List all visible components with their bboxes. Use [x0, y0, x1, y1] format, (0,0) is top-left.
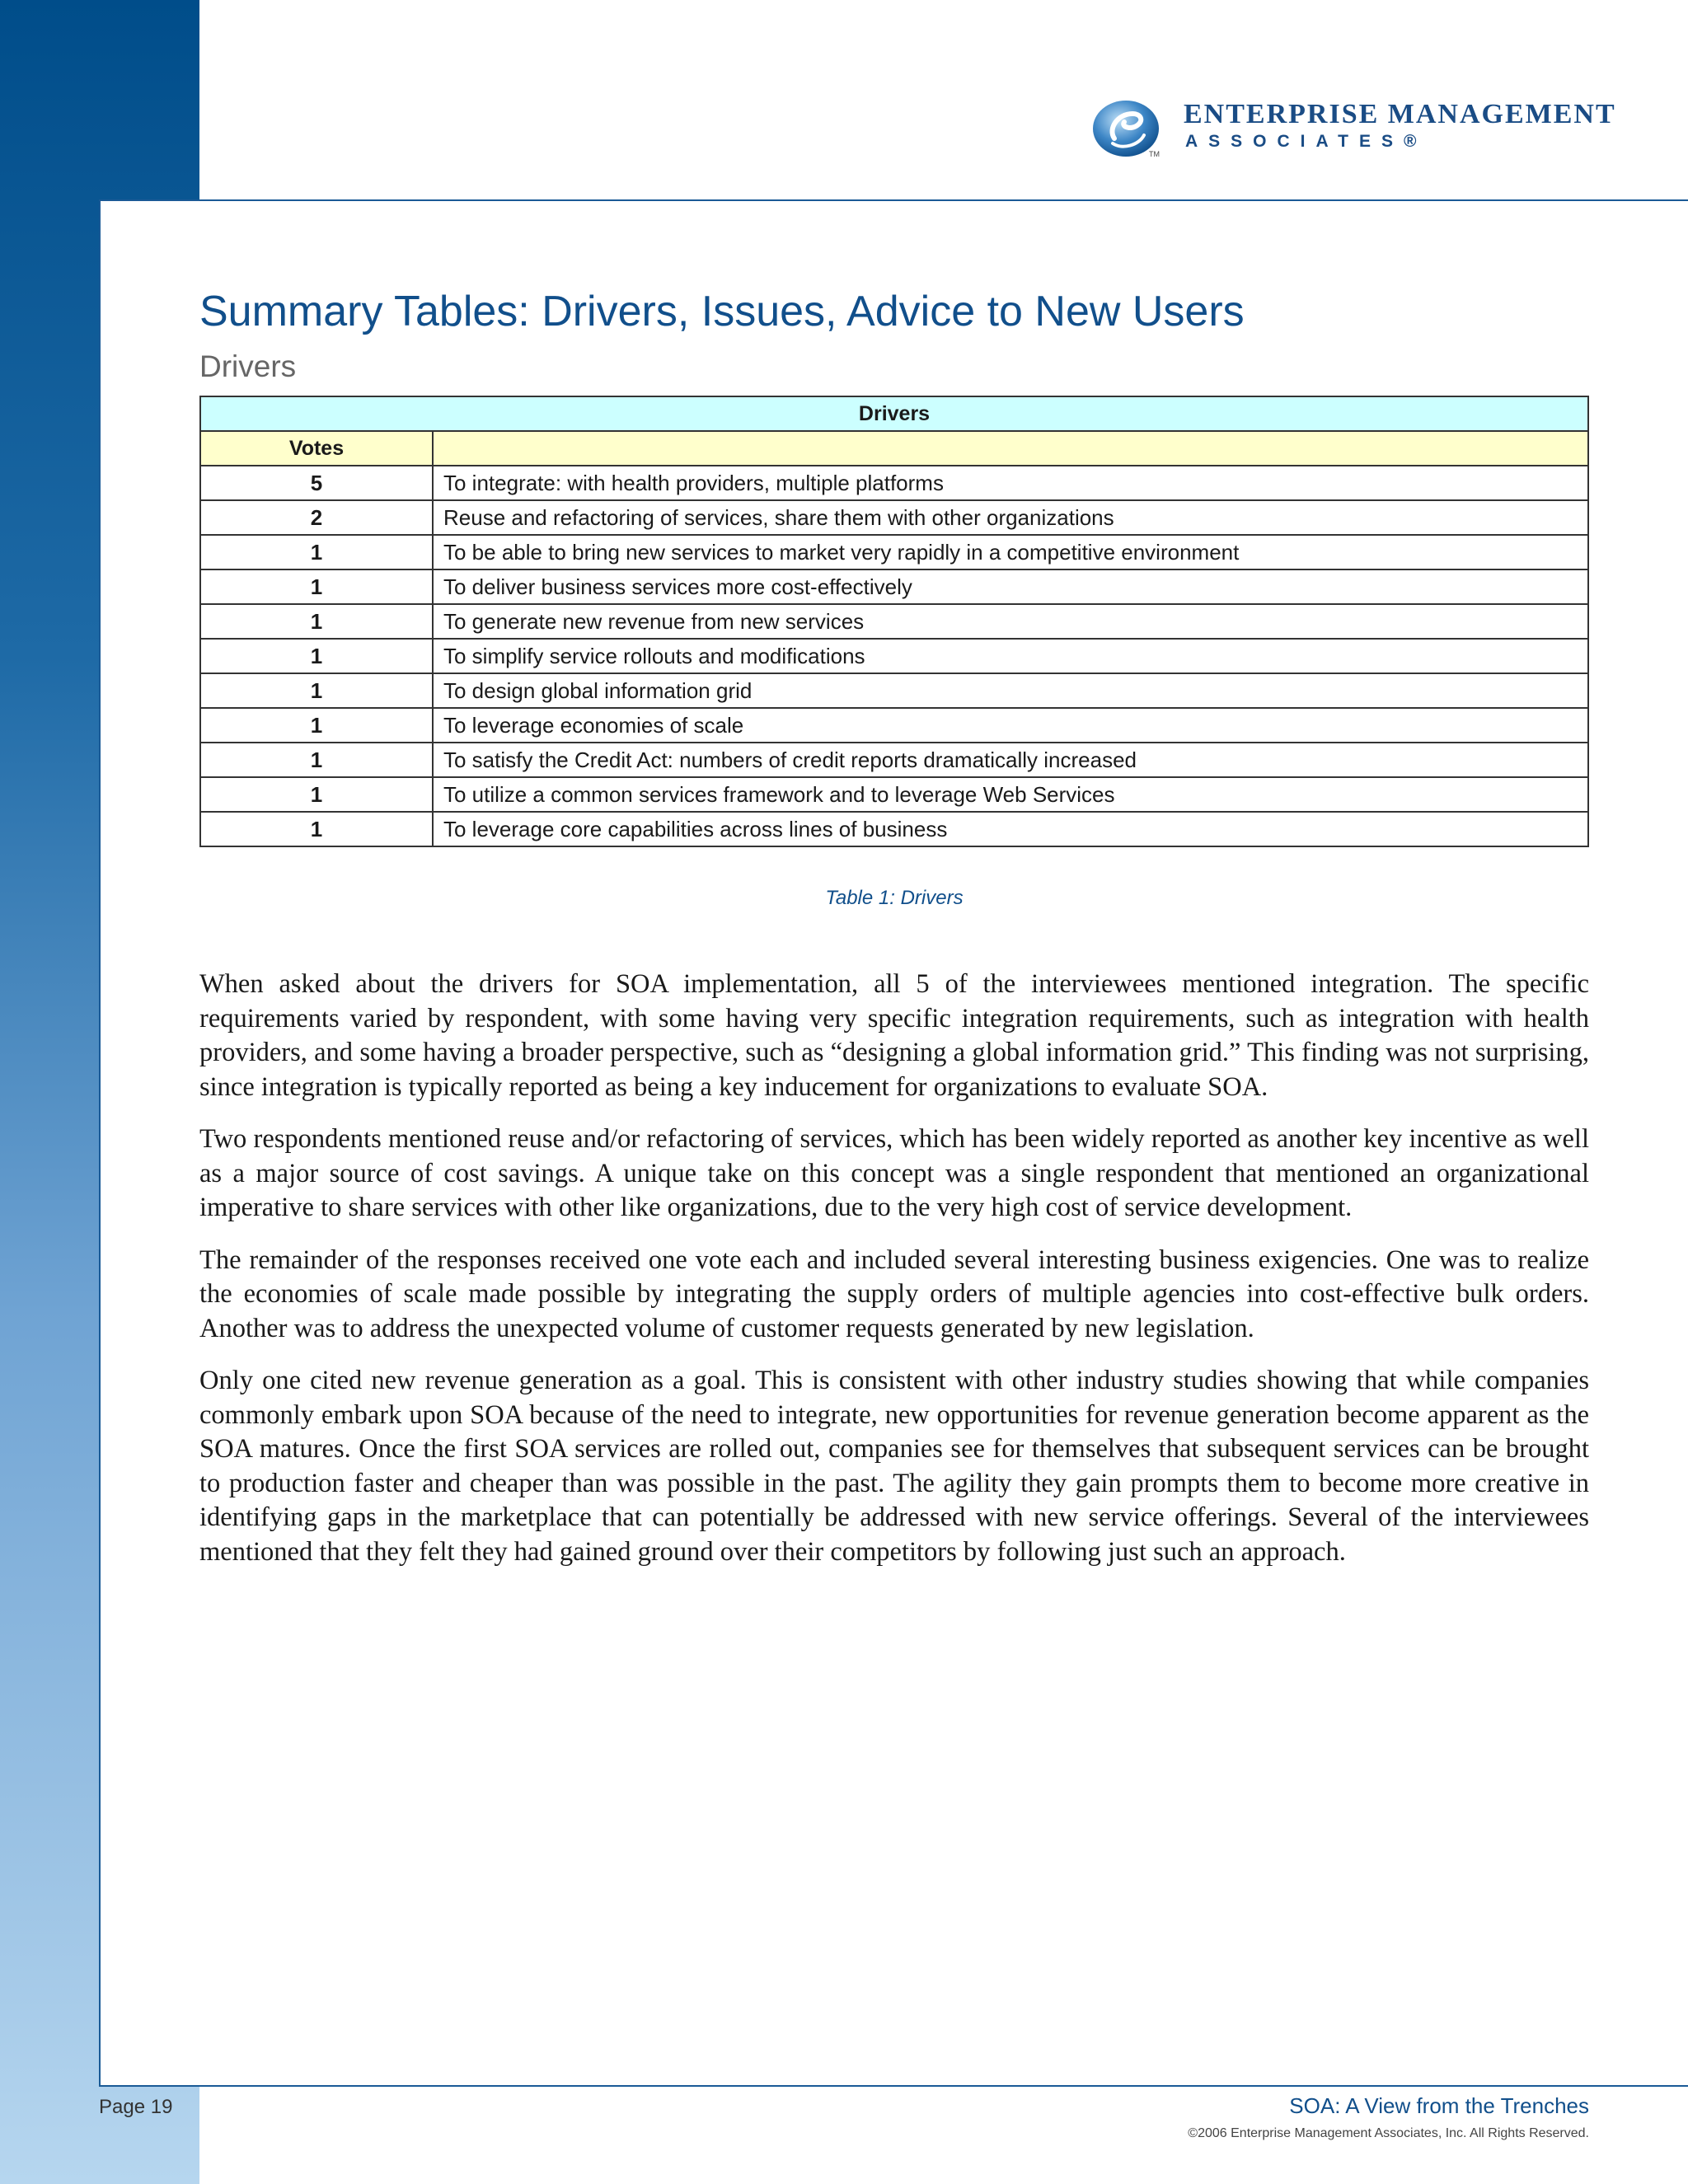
driver-cell: To integrate: with health providers, multiple platforms	[433, 466, 1588, 500]
votes-cell: 1	[200, 569, 433, 604]
votes-cell: 1	[200, 777, 433, 812]
body-text	[199, 968, 1589, 1587]
votes-cell: 1	[200, 604, 433, 639]
paragraph: Only one cited new revenue generation as a goal. This is consistent with other industry studies showing that while companies commonly embark upon SOA because of the need to integrate, new opportunities for revenue generation become apparent as the SOA matures. Once the first SOA services are rolled out, companies see for themselves that subsequent services can be brought to production faster and cheaper than was possible in the past. The agility they gain prompts them to become more creative in identifying gaps in the marketplace that can potentially be addressed with new service offerings. Several of the interviewees mentioned that they felt they had gained ground over their competitors by following just such an approach.	[199, 1366, 1589, 1567]
table-row	[200, 812, 1588, 846]
votes-cell: 1	[200, 535, 433, 569]
table-row	[200, 708, 1588, 743]
votes-cell: 1	[200, 708, 433, 743]
driver-cell: To deliver business services more cost-effectively	[433, 569, 1588, 604]
table-row	[200, 743, 1588, 777]
driver-cell: To be able to bring new services to market very rapidly in a competitive environment	[433, 535, 1588, 569]
table-row	[200, 604, 1588, 639]
table-row	[200, 777, 1588, 812]
driver-cell: To utilize a common services framework and to leverage Web Services	[433, 777, 1588, 812]
driver-cell: To leverage core capabilities across lines of business	[433, 812, 1588, 846]
table-subheader-row	[200, 431, 1588, 466]
page-title: Summary Tables: Drivers, Issues, Advice to New Users	[199, 288, 1245, 335]
votes-cell: 5	[200, 466, 433, 500]
paragraph: Two respondents mentioned reuse and/or refactoring of services, which has been widely reported as another key incentive as well as a major source of cost savings. A unique take on this concept was a single respondent that mentioned an organizational imperative to share services with other like organizations, due to the very high cost of service development.	[199, 1124, 1589, 1222]
votes-cell: 2	[200, 500, 433, 535]
driver-cell: To design global information grid	[433, 673, 1588, 708]
table-row	[200, 639, 1588, 673]
driver-cell: To generate new revenue from new services	[433, 604, 1588, 639]
paragraph: The remainder of the responses received one vote each and included several interesting business exigencies. One was to realize the economies of scale made possible by integrating the supply orders of multiple agencies into cost-effective bulk orders. Another was to address the unexpected volume of customer requests generated by new legislation.	[199, 1244, 1589, 1343]
section-title: Drivers	[199, 349, 297, 383]
page-number: Page 19	[99, 2096, 173, 2118]
table-row	[200, 673, 1588, 708]
driver-cell: To leverage economies of scale	[433, 708, 1588, 743]
table-row	[200, 466, 1588, 500]
logo-trademark: TM	[1149, 150, 1160, 158]
driver-cell: To satisfy the Credit Act: numbers of credit reports dramatically increased	[433, 743, 1588, 777]
table-row	[200, 500, 1588, 535]
logo-text-line1: ENTERPRISE MANAGEMENT	[1184, 99, 1616, 129]
logo	[1090, 96, 1616, 162]
votes-cell: 1	[200, 812, 433, 846]
table-header-row	[200, 396, 1588, 431]
votes-cell: 1	[200, 673, 433, 708]
votes-cell: 1	[200, 639, 433, 673]
table-body	[200, 466, 1588, 846]
driver-cell: Reuse and refactoring of services, share them with other organizations	[433, 500, 1588, 535]
table-caption: Table 1: Drivers	[825, 887, 964, 909]
table-header: Drivers	[200, 396, 1588, 431]
drivers-table	[199, 396, 1589, 847]
votes-column-header: Votes	[200, 431, 433, 466]
footer-copyright: ©2006 Enterprise Management Associates, Inc. All Rights Reserved.	[1188, 2126, 1589, 2140]
driver-column-header	[433, 431, 1588, 466]
table-row	[200, 569, 1588, 604]
driver-cell: To simplify service rollouts and modifications	[433, 639, 1588, 673]
table-row	[200, 535, 1588, 569]
logo-text-line2: ASSOCIATES®	[1185, 132, 1428, 151]
votes-cell: 1	[200, 743, 433, 777]
footer-title: SOA: A View from the Trenches	[1289, 2093, 1589, 2118]
paragraph: When asked about the drivers for SOA implementation, all 5 of the interviewees mentioned integration. The specific requirements varied by respondent, with some having very specific integration requirements, such as integration with health providers, and some having a broader perspective, such as “designing a global information grid.” This finding was not surprising, since integration is typically reported as being a key inducement for organizations to evaluate SOA.	[199, 969, 1589, 1102]
